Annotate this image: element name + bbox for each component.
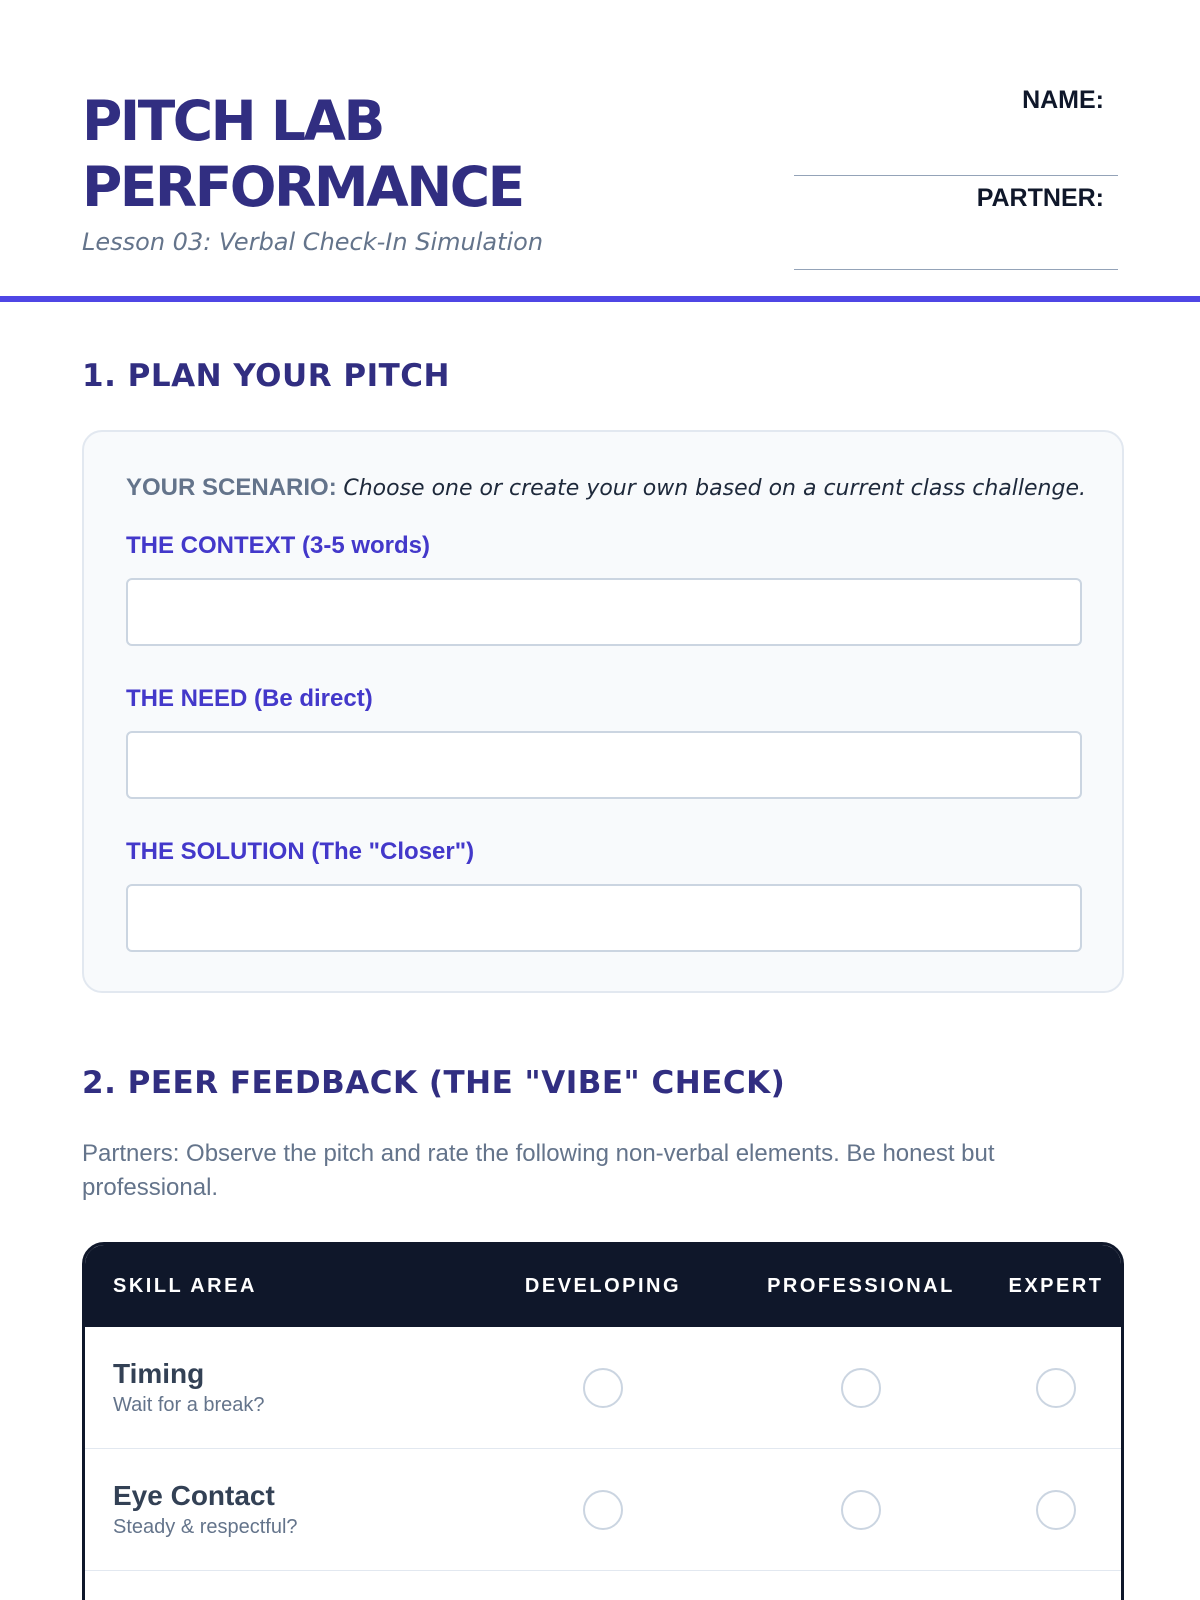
rating-cell-professional (731, 1368, 991, 1408)
section-2-heading: 2. PEER FEEDBACK (THE "VIBE" CHECK) (82, 1065, 786, 1101)
context-label: THE CONTEXT (3-5 words) (126, 532, 431, 559)
skill-cell (85, 1358, 475, 1417)
table-row (85, 1449, 1121, 1571)
lesson-subtitle: Lesson 03: Verbal Check-In Simulation (82, 228, 544, 256)
eye-contact-expert-radio[interactable] (1036, 1490, 1076, 1530)
timing-developing-radio[interactable] (583, 1368, 623, 1408)
title-block (82, 88, 543, 256)
solution-label: THE SOLUTION (The "Closer") (126, 838, 475, 865)
name-label: NAME: (1022, 86, 1104, 114)
skill-cell (85, 1480, 475, 1539)
feedback-instructions: Partners: Observe the pitch and rate the following non-verbal elements. Be honest but professional. (82, 1140, 995, 1201)
scenario-instructions: Choose one or create your own based on a current class challenge. (343, 476, 1086, 501)
need-field-group (126, 685, 1082, 799)
column-header-developing: DEVELOPING (524, 1274, 682, 1297)
student-info-fields (794, 82, 1118, 270)
skill-hint: Steady & respectful? (113, 1516, 298, 1538)
context-input[interactable] (126, 578, 1082, 646)
need-label: THE NEED (Be direct) (126, 685, 373, 712)
eye-contact-professional-radio[interactable] (841, 1490, 881, 1530)
column-header-professional: PROFESSIONAL (767, 1274, 955, 1297)
timing-professional-radio[interactable] (841, 1368, 881, 1408)
peer-feedback-table (82, 1242, 1124, 1600)
context-field-group (126, 532, 1082, 646)
worksheet-header (82, 0, 1118, 305)
page-title-line-1: PITCH LAB (82, 89, 383, 153)
skill-hint: Wait for a break? (113, 1394, 265, 1416)
page-title-line-2: PERFORMANCE (82, 155, 523, 219)
partner-field[interactable] (794, 176, 1118, 270)
rating-cell-developing (475, 1368, 731, 1408)
scenario-line (126, 474, 1086, 502)
table-header-row (85, 1245, 1121, 1327)
section-1-heading: 1. PLAN YOUR PITCH (82, 358, 450, 394)
table-row (85, 1327, 1121, 1449)
header-divider (0, 296, 1200, 302)
name-field[interactable] (794, 82, 1118, 176)
column-header-expert: EXPERT (1008, 1274, 1104, 1297)
rating-cell-expert (991, 1490, 1121, 1530)
solution-field-group (126, 838, 1082, 952)
partner-label: PARTNER: (976, 184, 1104, 212)
plan-pitch-card (82, 430, 1124, 993)
need-input[interactable] (126, 731, 1082, 799)
skill-name: Eye Contact (113, 1480, 275, 1511)
rating-cell-developing (475, 1490, 731, 1530)
scenario-label: YOUR SCENARIO: (126, 474, 337, 501)
solution-input[interactable] (126, 884, 1082, 952)
skill-name: Timing (113, 1358, 205, 1389)
eye-contact-developing-radio[interactable] (583, 1490, 623, 1530)
rating-cell-expert (991, 1368, 1121, 1408)
timing-expert-radio[interactable] (1036, 1368, 1076, 1408)
rating-cell-professional (731, 1490, 991, 1530)
column-header-skill-area: SKILL AREA (113, 1274, 257, 1297)
